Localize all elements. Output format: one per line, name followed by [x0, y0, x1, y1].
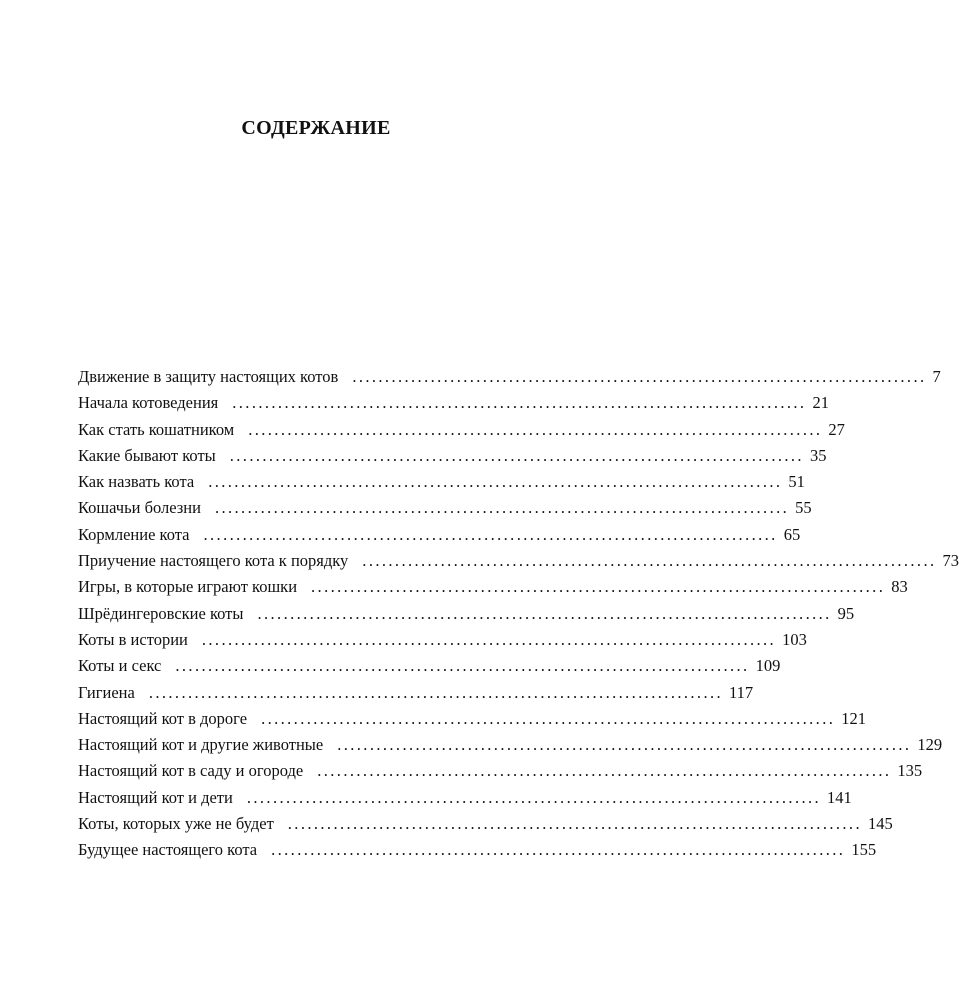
toc-entry-page: 73 [942, 551, 959, 571]
toc-entry [78, 680, 754, 706]
toc-entry-title: Будущее настоящего кота [78, 840, 258, 860]
toc-entry-title: Как назвать кота [78, 472, 195, 492]
toc-entry [78, 522, 801, 548]
toc-entry-title: Коты в истории [78, 629, 188, 649]
toc-entry [78, 495, 812, 521]
dot-leader: ........................................................................................ [257, 603, 832, 623]
toc-entry [78, 364, 941, 390]
page-title: СОДЕРЖАНИЕ [241, 117, 391, 139]
toc-entry-page: 155 [851, 840, 877, 860]
toc-entry [78, 574, 908, 600]
dot-leader: ........................................................................................ [271, 840, 846, 860]
dot-leader: ........................................................................................ [208, 472, 783, 492]
toc-entry [78, 653, 781, 679]
toc-entry [78, 811, 893, 837]
toc-entry-page: 51 [788, 472, 805, 492]
dot-leader: ........................................................................................ [175, 656, 750, 676]
toc-entry-title: Гигиена [78, 682, 135, 702]
toc-entry-page: 109 [755, 656, 781, 676]
toc-entry [78, 548, 959, 574]
toc-entry-title: Настоящий кот и дети [78, 787, 233, 807]
table-of-contents [78, 364, 959, 864]
toc-entry-page: 21 [812, 393, 829, 413]
dot-leader: ........................................................................................ [148, 682, 724, 702]
toc-entry [78, 706, 867, 732]
dot-leader: ........................................................................................ [214, 498, 790, 518]
dot-leader: ........................................................................................ [311, 577, 886, 597]
toc-entry-page: 117 [729, 682, 754, 702]
dot-leader: ........................................................................................ [352, 367, 927, 386]
toc-entry [78, 758, 923, 784]
toc-entry-title: Движение в защиту настоящих котов [78, 367, 339, 386]
dot-leader: ........................................................................................ [248, 419, 823, 439]
toc-entry-page: 7 [932, 367, 941, 386]
toc-entry-page: 129 [917, 735, 943, 755]
toc-entry-title: Кормление кота [78, 524, 190, 544]
toc-entry-page: 83 [891, 577, 908, 597]
toc-entry-title: Какие бывают коты [78, 445, 216, 465]
dot-leader: ........................................................................................ [201, 629, 777, 649]
toc-entry [78, 837, 877, 863]
toc-entry [78, 627, 807, 653]
toc-entry-page: 35 [809, 445, 827, 465]
toc-entry-title: Настоящий кот в саду и огороде [78, 761, 304, 781]
toc-entry-title: Игры, в которые играют кошки [78, 577, 298, 597]
toc-entry-title: Коты, которых уже не будет [78, 814, 274, 834]
toc-entry-page: 103 [782, 629, 807, 649]
toc-entry-title: Шрёдингеровские коты [78, 603, 244, 623]
toc-entry-page: 55 [795, 498, 812, 518]
dot-leader: ........................................................................................ [232, 393, 807, 413]
toc-entry-title: Настоящий кот в дороге [78, 708, 248, 728]
toc-entry [78, 390, 829, 416]
dot-leader: ........................................................................................ [362, 551, 937, 571]
toc-entry [78, 732, 943, 758]
dot-leader: ........................................................................................ [287, 814, 862, 834]
toc-entry-page: 135 [897, 761, 923, 781]
dot-leader: ........................................................................................ [229, 445, 804, 465]
toc-entry-page: 27 [828, 419, 845, 439]
toc-entry-title: Как стать кошатником [78, 419, 235, 439]
toc-entry [78, 443, 827, 469]
toc-entry-title: Кошачьи болезни [78, 498, 201, 518]
toc-entry-page: 145 [867, 814, 893, 834]
toc-entry-page: 141 [827, 787, 852, 807]
toc-entry-title: Начала котоведения [78, 393, 219, 413]
toc-entry [78, 785, 852, 811]
dot-leader: ........................................................................................ [317, 761, 892, 781]
toc-entry [78, 417, 845, 443]
toc-entry-page: 121 [841, 708, 867, 728]
dot-leader: ........................................................................................ [261, 708, 836, 728]
toc-entry [78, 601, 855, 627]
toc-entry-page: 65 [783, 524, 801, 544]
dot-leader: ........................................................................................ [203, 524, 778, 544]
toc-entry-title: Приучение настоящего кота к порядку [78, 551, 349, 571]
toc-entry-page: 95 [837, 603, 855, 623]
dot-leader: ........................................................................................ [337, 735, 912, 755]
toc-entry [78, 469, 805, 495]
toc-entry-title: Настоящий кот и другие животные [78, 735, 324, 755]
dot-leader: ........................................................................................ [246, 787, 822, 807]
toc-entry-title: Коты и секс [78, 656, 162, 676]
